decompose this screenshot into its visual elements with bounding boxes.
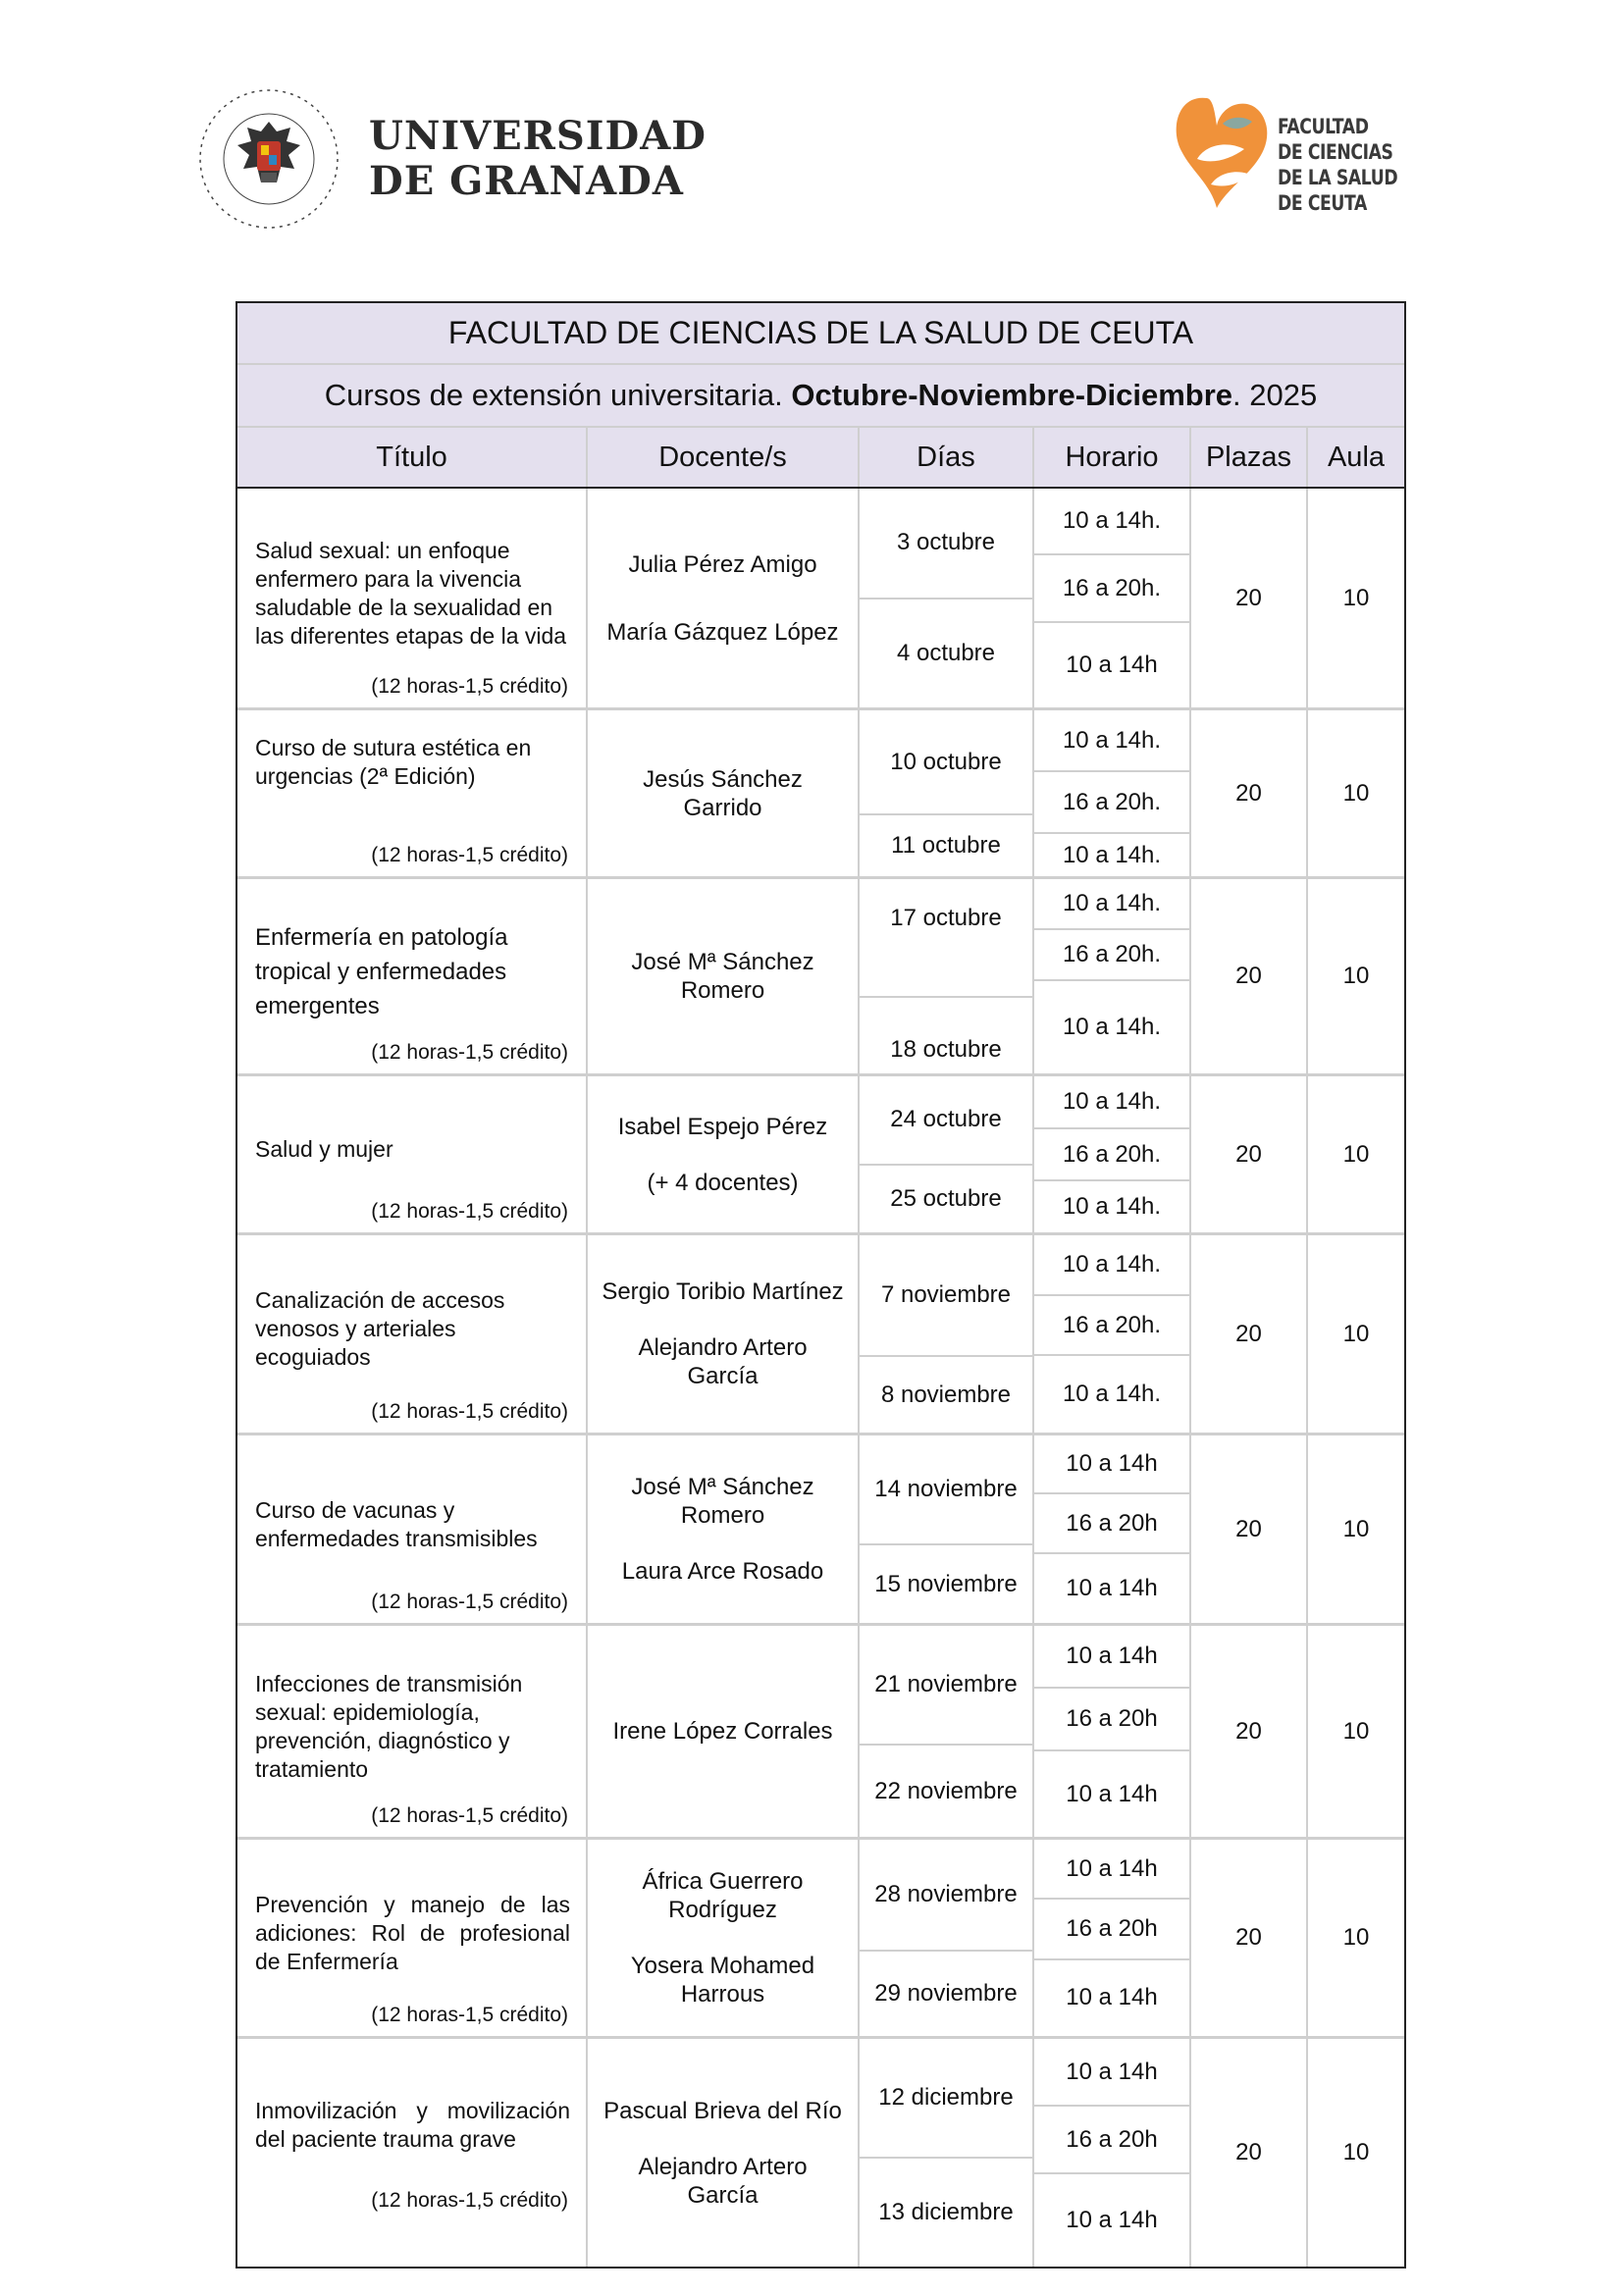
course-title-cell	[237, 1235, 588, 1433]
course-hour: 10 a 14h	[1066, 1984, 1158, 2011]
course-days-cell	[860, 710, 1034, 876]
course-room: 10	[1342, 584, 1370, 611]
column-headers	[237, 428, 1404, 489]
course-title-cell	[237, 1626, 588, 1837]
university-name-line2: DE GRANADA	[369, 158, 684, 204]
course-days-cell	[860, 489, 1034, 707]
course-day: 28 noviembre	[860, 1840, 1032, 1952]
course-hour: 16 a 20h	[1034, 2107, 1189, 2174]
course-hour: 10 a 14h	[1034, 2039, 1189, 2107]
course-title-cell	[237, 1435, 588, 1623]
course-title-cell	[237, 710, 588, 876]
course-days-cell	[860, 879, 1034, 1073]
course-hour: 10 a 14h.	[1062, 1014, 1162, 1041]
university-name	[369, 114, 707, 204]
table-row	[237, 2039, 1404, 2267]
course-seats: 20	[1191, 710, 1308, 876]
course-day: 21 noviembre	[860, 1626, 1032, 1746]
table-row	[237, 1626, 1404, 1840]
teacher-name: Pascual Brieva del Río	[603, 2097, 842, 2124]
table-title: FACULTAD DE CIENCIAS DE LA SALUD DE CEUTA	[237, 303, 1404, 365]
faculty-logo-line3: DE LA SALUD	[1278, 166, 1398, 189]
course-hour: 10 a 14h	[1034, 1840, 1189, 1900]
faculty-logo-line2: DE CIENCIAS	[1278, 140, 1393, 164]
course-title: Infecciones de transmisión sexual: epidemiología, prevención, diagnóstico y tratamiento	[255, 1670, 523, 1782]
course-credits: (12 horas-1,5 crédito)	[371, 844, 568, 866]
teacher-name: José Mª Sánchez Romero	[631, 949, 814, 1004]
course-days-cell	[860, 1435, 1034, 1623]
course-credits: (12 horas-1,5 crédito)	[371, 1200, 568, 1223]
column-header-teachers: Docente/s	[588, 428, 860, 487]
course-day: 15 noviembre	[874, 1570, 1018, 1597]
faculty-logo-line1: FACULTAD	[1278, 115, 1369, 138]
course-hour: 16 a 20h	[1034, 1689, 1189, 1751]
course-room: 10	[1342, 1924, 1370, 1951]
course-hour: 10 a 14h	[1034, 1626, 1189, 1689]
course-seats: 20	[1191, 1840, 1308, 2036]
subtitle-months: Octubre-Noviembre-Diciembre	[791, 378, 1232, 412]
table-subtitle	[237, 365, 1404, 428]
course-credits: (12 horas-1,5 crédito)	[371, 1804, 568, 1827]
column-header-seats: Plazas	[1191, 428, 1308, 487]
subtitle-year: . 2025	[1232, 378, 1318, 412]
course-hours-cell	[1034, 710, 1191, 876]
course-seats: 20	[1191, 489, 1308, 707]
course-day: 3 octubre	[860, 489, 1032, 600]
column-header-schedule: Horario	[1034, 428, 1191, 487]
course-title: Curso de vacunas y enfermedades transmisibles	[255, 1496, 538, 1551]
column-header-title: Título	[237, 428, 588, 487]
course-title: Curso de sutura estética en urgencias (2ª Edición)	[255, 735, 532, 789]
course-hour: 10 a 14h	[1066, 651, 1158, 678]
course-hour: 10 a 14h.	[1034, 710, 1189, 772]
course-days-cell	[860, 1840, 1034, 2036]
course-hour: 10 a 14h	[1034, 1435, 1189, 1494]
course-title-cell	[237, 489, 588, 707]
course-hours-cell	[1034, 2039, 1191, 2267]
course-hours-cell	[1034, 1235, 1191, 1433]
table-row	[237, 1076, 1404, 1235]
course-hour: 16 a 20h	[1034, 1900, 1189, 1959]
table-row	[237, 489, 1404, 710]
course-day: 18 octubre	[890, 1036, 1002, 1063]
course-day: 29 noviembre	[874, 1979, 1018, 2007]
course-day: 13 diciembre	[878, 2198, 1014, 2225]
course-hours-cell	[1034, 1626, 1191, 1837]
course-hour: 10 a 14h	[1066, 2207, 1158, 2234]
table-row	[237, 1435, 1404, 1626]
course-title-cell	[237, 1076, 588, 1232]
course-title: Enfermería en patología tropical y enfermedades emergentes	[255, 923, 508, 1019]
course-hour: 10 a 14h.	[1034, 1076, 1189, 1129]
course-hour: 10 a 14h.	[1062, 841, 1162, 868]
subtitle-prefix: Cursos de extensión universitaria.	[324, 378, 783, 412]
course-day: 24 octubre	[860, 1076, 1032, 1166]
teacher-name: Jesús Sánchez Garrido	[643, 765, 803, 821]
course-seats: 20	[1191, 2039, 1308, 2267]
university-logo	[196, 86, 707, 234]
course-teachers-cell	[588, 1076, 860, 1232]
course-teachers-cell	[588, 1840, 860, 2036]
teacher-name: África Guerrero Rodríguez	[642, 1868, 804, 1923]
course-title: Salud sexual: un enfoque enfermero para la vivencia saludable de la sexualidad en las diferentes etapas de la vida	[255, 537, 567, 649]
course-day: 22 noviembre	[874, 1777, 1018, 1804]
table-row	[237, 1840, 1404, 2039]
course-hour: 16 a 20h.	[1034, 555, 1189, 622]
course-seats: 20	[1191, 1235, 1308, 1433]
course-teachers-cell	[588, 489, 860, 707]
course-room: 10	[1342, 1140, 1370, 1168]
course-title-cell	[237, 879, 588, 1073]
course-days-cell	[860, 2039, 1034, 2267]
university-seal-icon	[196, 86, 341, 232]
course-room: 10	[1342, 779, 1370, 807]
course-hour: 10 a 14h.	[1034, 1235, 1189, 1296]
course-day: 25 octubre	[890, 1184, 1002, 1212]
course-hour: 10 a 14h.	[1034, 879, 1189, 930]
course-hours-cell	[1034, 489, 1191, 707]
teacher-name: Alejandro Artero García	[638, 2153, 808, 2209]
course-seats: 20	[1191, 1626, 1308, 1837]
course-title-cell	[237, 1840, 588, 2036]
course-hours-cell	[1034, 1435, 1191, 1623]
teacher-name: Alejandro Artero García	[638, 1334, 808, 1389]
course-day: 8 noviembre	[880, 1381, 1012, 1408]
course-days-cell	[860, 1626, 1034, 1837]
column-header-room: Aula	[1327, 441, 1386, 473]
course-days-cell	[860, 1235, 1034, 1433]
faculty-heart-leaf-icon	[1168, 90, 1276, 214]
course-day: 12 diciembre	[860, 2039, 1032, 2159]
course-hour: 16 a 20h.	[1034, 1129, 1189, 1182]
course-day: 10 octubre	[860, 710, 1032, 815]
course-room: 10	[1342, 1515, 1370, 1542]
courses-table	[236, 301, 1406, 2269]
course-title: Canalización de accesos venosos y arteriales ecoguiados	[255, 1287, 505, 1370]
teacher-name: Sergio Toribio Martínez	[602, 1278, 844, 1305]
university-name-line1: UNIVERSIDAD	[369, 113, 707, 159]
teacher-name: Irene López Corrales	[612, 1718, 833, 1745]
course-days-cell	[860, 1076, 1034, 1232]
course-teachers-cell	[588, 1235, 860, 1433]
course-title: Salud y mujer	[255, 1136, 393, 1162]
faculty-logo-text	[1278, 114, 1424, 216]
teacher-name: Yosera Mohamed Harrous	[630, 1953, 815, 2008]
course-seats: 20	[1191, 879, 1308, 1073]
table-row	[237, 710, 1404, 879]
course-hour: 16 a 20h	[1034, 1494, 1189, 1553]
course-hour: 16 a 20h.	[1034, 772, 1189, 834]
table-row	[237, 1235, 1404, 1435]
course-day: 11 octubre	[891, 832, 1001, 860]
course-seats: 20	[1191, 1435, 1308, 1623]
teacher-name: Laura Arce Rosado	[621, 1558, 824, 1585]
table-row	[237, 879, 1404, 1076]
faculty-logo	[1168, 90, 1423, 218]
course-room: 10	[1342, 1320, 1370, 1347]
teacher-name: Julia Pérez Amigo	[628, 550, 817, 578]
course-hour: 10 a 14h	[1066, 1574, 1158, 1601]
course-teachers-cell	[588, 2039, 860, 2267]
course-hour: 16 a 20h.	[1034, 1296, 1189, 1357]
course-hour: 10 a 14h.	[1034, 489, 1189, 555]
course-credits: (12 horas-1,5 crédito)	[371, 2189, 568, 2212]
course-room: 10	[1342, 963, 1370, 989]
teacher-name: José Mª Sánchez Romero	[631, 1474, 814, 1529]
column-header-days: Días	[860, 428, 1034, 487]
course-hours-cell	[1034, 879, 1191, 1073]
course-credits: (12 horas-1,5 crédito)	[371, 1041, 568, 1064]
course-day: 7 noviembre	[860, 1235, 1032, 1357]
teacher-name: Isabel Espejo Pérez	[617, 1113, 828, 1140]
course-title: Inmovilización y movilización del paciente trauma grave	[255, 2098, 570, 2152]
course-credits: (12 horas-1,5 crédito)	[371, 675, 568, 698]
teacher-name: María Gázquez López	[606, 618, 839, 646]
course-hours-cell	[1034, 1076, 1191, 1232]
course-hour: 10 a 14h	[1066, 1780, 1158, 1807]
course-hour: 10 a 14h.	[1062, 1193, 1162, 1221]
course-teachers-cell	[588, 1435, 860, 1623]
teacher-name: (+ 4 docentes)	[647, 1169, 799, 1196]
course-seats: 20	[1191, 1076, 1308, 1232]
course-room: 10	[1342, 2139, 1370, 2165]
course-credits: (12 horas-1,5 crédito)	[371, 1591, 568, 1613]
course-credits: (12 horas-1,5 crédito)	[371, 1400, 568, 1423]
course-hours-cell	[1034, 1840, 1191, 2036]
course-day: 14 noviembre	[860, 1435, 1032, 1545]
course-hour: 10 a 14h.	[1062, 1381, 1162, 1408]
course-day: 17 octubre	[860, 879, 1032, 998]
course-credits: (12 horas-1,5 crédito)	[371, 2004, 568, 2026]
course-teachers-cell	[588, 1626, 860, 1837]
course-hour: 16 a 20h.	[1034, 930, 1189, 981]
faculty-logo-line4: DE CEUTA	[1278, 191, 1367, 215]
course-room: 10	[1342, 1717, 1370, 1745]
course-teachers-cell	[588, 710, 860, 876]
course-title-cell	[237, 2039, 588, 2267]
course-day: 4 octubre	[896, 639, 996, 666]
course-teachers-cell	[588, 879, 860, 1073]
course-title: Prevención y manejo de las adiciones: Rol de profesional de Enfermería	[255, 1892, 570, 1974]
